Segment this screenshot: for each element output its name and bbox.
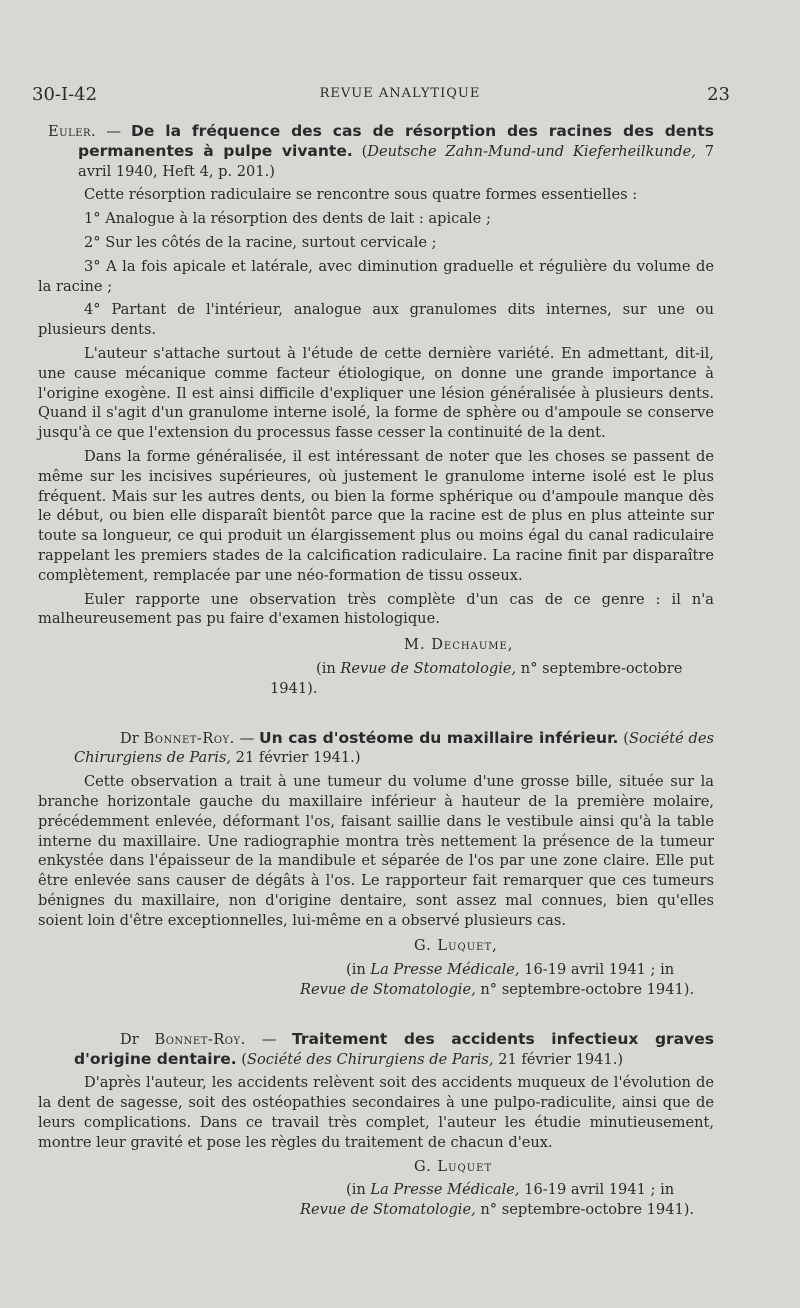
citation: (in La Presse Médicale, 16-19 avril 1941 ; in Revue de Stomatologie, n° septembre-octobre 1941). (300, 961, 695, 999)
entry-author: Bonnet-Roy. (154, 1030, 246, 1048)
reviewer-signature: G. Luquet, (414, 937, 498, 955)
paragraph: 1° Analogue à la résorption des dents de lait : apicale ; (84, 210, 491, 228)
entry-title: De la fréquence des cas de résorption des racines des dents permanentes à pulpe vivante. (78, 122, 714, 160)
reviewer-signature: G. Luquet (414, 1157, 493, 1175)
entry-heading: Dr Bonnet-Roy. — Traitement des accidents infectieux graves d'origine dentaire. (Société des Chirurgiens de Paris, 21 février 1941.) (74, 1029, 714, 1068)
author-prefix: Dr (120, 729, 144, 747)
source-journal: Société des Chirurgiens de Paris, (247, 1050, 494, 1068)
paragraph: L'auteur s'attache surtout à l'étude de cette dernière variété. En admettant, dit-il, une cause mécanique comme facteur étiologique, on donne une grande importance à l'origine exogène. Il est ainsi difficile d'expliquer une lésion généralisée à plusieurs dents. Quand il s'agit d'un granulome interne isolé, la forme de sphère ou d'ampoule se conserve jusqu'à ce que l'extension du processus fasse cesser la continuité de la dent. (38, 344, 714, 442)
entry-title: Un cas d'ostéome du maxillaire inférieur. (259, 728, 619, 747)
abstract-entry-3 (38, 1030, 714, 1220)
entry-author: Bonnet-Roy. (143, 729, 235, 747)
paragraph: Cette résorption radiculaire se rencontre sous quatre formes essentielles : (84, 186, 638, 204)
source-journal: Société des Chirurgiens de Paris, (74, 729, 715, 767)
source-details: 21 février 1941.) (498, 1050, 624, 1068)
author-prefix: Dr (120, 1030, 155, 1048)
journal-section-title: REVUE ANALYTIQUE (319, 86, 481, 101)
running-header (0, 84, 800, 106)
page-number: 23 (707, 84, 730, 105)
paragraph: Cette observation a trait à une tumeur du volume d'une grosse bille, située sur la branche horizontale gauche du maxillaire inférieur à hauteur de la première molaire, précédemment enlevée, déformant l'os, faisant saillie dans le vestibule ainsi qu'à la table interne du maxillaire. Une radiographie montra très nettement la présence de la tumeur enkystée dans l'épaisseur de la mandibule et séparée de l'os par une zone claire. Elle put être enlevée sans causer de dégâts à l'os. Le rapporteur fait remarquer que ces tumeurs bénignes du maxillaire, non d'origine dentaire, sont assez mal connues, bien qu'elles soient loin d'être exceptionnelles, lui-même en a observé plusieurs cas. (38, 773, 714, 929)
citation: (in La Presse Médicale, 16-19 avril 1941 ; in Revue de Stomatologie, n° septembre-octobre 1941). (300, 1181, 695, 1219)
abstract-entry-2 (38, 729, 714, 1000)
source-journal: Deutsche Zahn-Mund-und Kieferheilkunde, (367, 142, 696, 160)
source-details: 7 avril 1940, Heft 4, p. 201.) (78, 142, 714, 180)
abstract-entry-1 (38, 122, 714, 699)
paragraph: 4° Partant de l'intérieur, analogue aux granulomes dits internes, sur une ou plusieurs dents. (38, 301, 714, 339)
handwritten-date: 30-I-42 (32, 84, 98, 105)
entry-heading: Euler. — De la fréquence des cas de résorption des racines des dents permanentes à pulpe vivante. (Deutsche Zahn-Mund-und Kieferheilkunde, 7 avril 1940, Heft 4, p. 201.) (48, 122, 714, 180)
entry-title: Traitement des accidents infectieux graves d'origine dentaire. (74, 1029, 714, 1068)
entry-heading: Dr Bonnet-Roy. — Un cas d'ostéome du maxillaire inférieur. (Société des Chirurgiens de Paris, 21 février 1941.) (74, 728, 715, 767)
source-details: 21 février 1941.) (235, 749, 361, 767)
citation: (in Revue de Stomatologie, n° septembre-octobre 1941). (270, 659, 683, 697)
entry-author: Euler. (48, 123, 97, 140)
paragraph: 2° Sur les côtés de la racine, surtout cervicale ; (84, 233, 437, 251)
reviewer-signature: M. Dechaume, (404, 636, 514, 654)
paragraph: Euler rapporte une observation très complète d'un cas de ce genre : il n'a malheureusement pas pu faire d'examen histologique. (38, 590, 714, 628)
paragraph: 3° A la fois apicale et latérale, avec diminution graduelle et régulière du volume de la racine ; (38, 257, 714, 295)
page-body (38, 122, 714, 1224)
paragraph: D'après l'auteur, les accidents relèvent soit des accidents muqueux de l'évolution de la dent de sagesse, soit des ostéopathies secondaires à une pulpo-radiculite, ainsi que de leurs complications. Dans ce travail très complet, l'auteur les étudie minutieusement, montre leur gravité et pose les règles du traitement de chacun d'eux. (38, 1074, 714, 1151)
paragraph: Dans la forme généralisée, il est intéressant de noter que les choses se passent de même sur les incisives supérieures, où justement le granulome interne isolé est le plus fréquent. Mais sur les autres dents, ou bien la forme sphérique ou d'ampoule manque dès le début, ou bien elle disparaît bientôt parce que la racine est de plus en plus atteinte sur toute sa longueur, ce qui produit un élargissement plus ou moins égal du canal radiculaire rappelant les premiers stades de la calcification radiculaire. La racine finit par disparaître complètement, remplacée par une néo-formation de tissu osseux. (38, 447, 714, 584)
